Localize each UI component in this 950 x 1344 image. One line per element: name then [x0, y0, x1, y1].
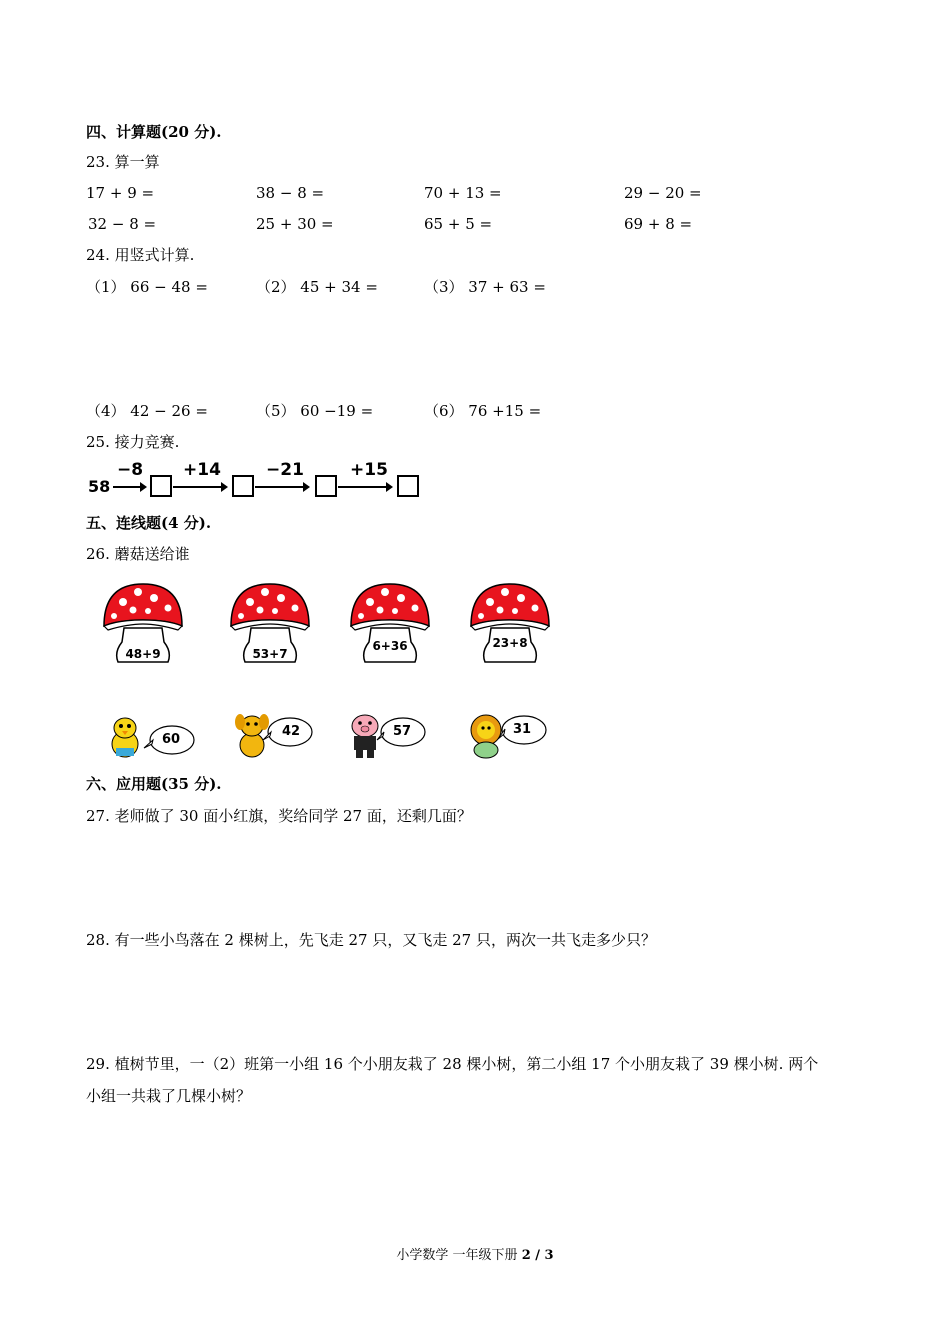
- relay-arrow: [255, 486, 308, 488]
- mushroom-icon[interactable]: [98, 578, 188, 668]
- q26-title: 26. 蘑菇送给谁: [86, 545, 190, 563]
- answer-box[interactable]: [232, 475, 254, 497]
- relay-op: +15: [350, 460, 388, 480]
- relay-op: −21: [266, 460, 304, 480]
- answer-box[interactable]: [397, 475, 419, 497]
- q29-text-line2: 小组一共栽了几棵小树？: [86, 1087, 252, 1105]
- q24-title: 24. 用竖式计算.: [86, 246, 195, 264]
- q23-item: 69 + 8 =: [624, 215, 693, 233]
- q25-title: 25. 接力竞赛.: [86, 433, 180, 451]
- mushroom-label: 53+7: [252, 647, 288, 661]
- q27-text: 27. 老师做了 30 面小红旗，奖给同学 27 面，还剩几面？: [86, 807, 472, 825]
- section-5-title: 五、连线题(4 分).: [86, 514, 212, 532]
- q24-item: （5） 60 −19 =: [256, 402, 374, 420]
- q23-item: 32 − 8 =: [88, 215, 157, 233]
- bubble-number: 42: [282, 724, 301, 739]
- q29-text-line1: 29. 植树节里，一（2）班第一小组 16 个小朋友栽了 28 棵小树，第二小组 17 个小朋友栽了 39 棵小树. 两个: [86, 1055, 819, 1073]
- relay-arrow: [113, 486, 145, 488]
- mushroom-label: 23+8: [492, 636, 528, 650]
- q24-item: （1） 66 − 48 =: [86, 278, 208, 296]
- bubble-number: 57: [393, 724, 412, 739]
- bubble-number: 60: [162, 732, 181, 747]
- relay-arrow: [173, 486, 226, 488]
- page-footer: [0, 1246, 950, 1266]
- q23-item: 17 + 9 =: [86, 184, 155, 202]
- page-number: 2 / 3: [521, 1248, 554, 1263]
- q24-item: （6） 76 +15 =: [424, 402, 542, 420]
- relay-op: +14: [183, 460, 221, 480]
- relay-start: 58: [88, 477, 111, 496]
- q23-item: 25 + 30 =: [256, 215, 334, 233]
- q24-item: （2） 45 + 34 =: [256, 278, 378, 296]
- q24-item: （3） 37 + 63 =: [424, 278, 546, 296]
- mushroom-icon[interactable]: [345, 578, 435, 668]
- footer-subject: 小学数学 一年级下册: [396, 1248, 518, 1263]
- answer-box[interactable]: [315, 475, 337, 497]
- section-4-title: 四、计算题(20 分).: [86, 123, 222, 141]
- q23-item: 29 − 20 =: [624, 184, 702, 202]
- bubble-number: 31: [513, 722, 532, 737]
- relay-arrow: [338, 486, 391, 488]
- mushroom-label: 48+9: [125, 647, 161, 661]
- dog-icon[interactable]: [232, 710, 332, 760]
- answer-box[interactable]: [150, 475, 172, 497]
- relay-op: −8: [117, 460, 144, 480]
- q23-title: 23. 算一算: [86, 153, 160, 171]
- lion-icon[interactable]: [466, 710, 566, 760]
- mushroom-icon[interactable]: [465, 578, 555, 668]
- mushroom-icon[interactable]: [225, 578, 315, 668]
- section-6-title: 六、应用题(35 分).: [86, 775, 222, 793]
- mushroom-label: 6+36: [372, 639, 408, 653]
- q23-item: 65 + 5 =: [424, 215, 493, 233]
- pig-icon[interactable]: [345, 710, 445, 760]
- chick-icon[interactable]: [106, 712, 206, 762]
- q24-item: （4） 42 − 26 =: [86, 402, 208, 420]
- q23-item: 38 − 8 =: [256, 184, 325, 202]
- q23-item: 70 + 13 =: [424, 184, 502, 202]
- q28-text: 28. 有一些小鸟落在 2 棵树上，先飞走 27 只，又飞走 27 只，两次一共飞走多少只？: [86, 931, 656, 949]
